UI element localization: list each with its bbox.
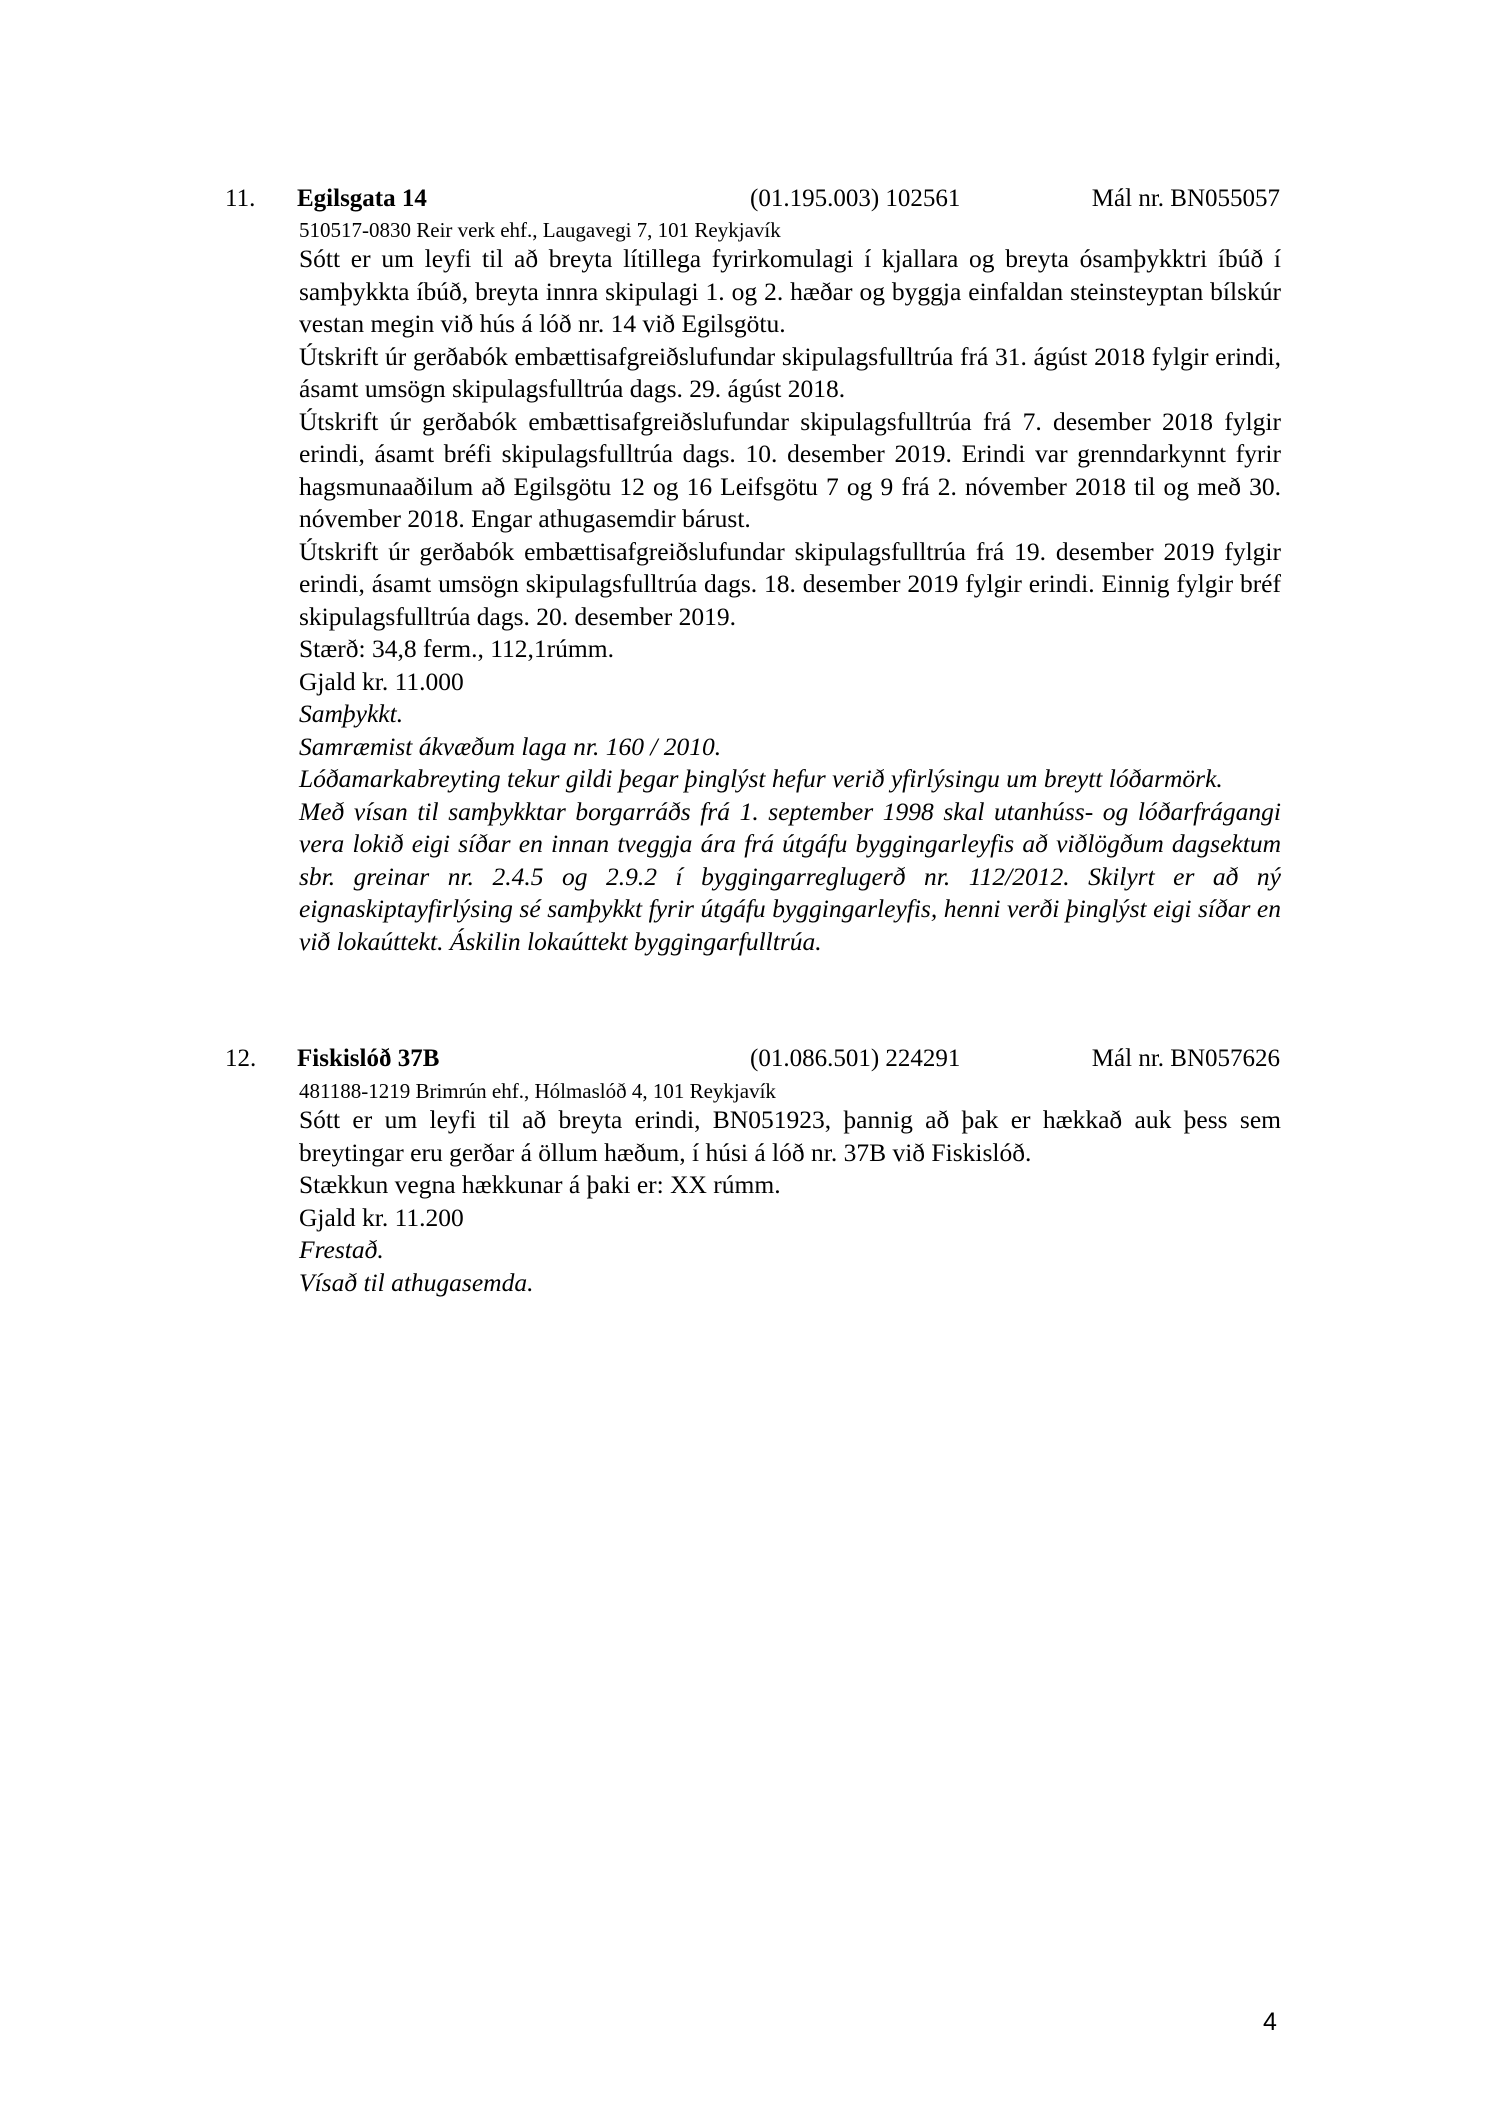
paragraph: Útskrift úr gerðabók embættisafgreiðslufundar skipulagsfulltrúa frá 7. desember 2018 fylgir erindi, ásamt bréfi skipulagsfulltrúa dags. 10. desember 2019. Erindi var grenndarkynnt fyrir hagsmunaaðilum að Egilsgötu 12 og 16 Leifsgötu 7 og 9 frá 2. nóvember 2018 til og með 30. nóvember 2018. Engar athugasemdir bárust. [299,406,1281,533]
item-address: Egilsgata 14 [297,185,427,212]
item-case-number: Mál nr. BN057626 [1091,1045,1280,1072]
item-number: 12. [225,1045,257,1072]
item-applicant: 481188-1219 Brimrún ehf., Hólmaslóð 4, 101 Reykjavík [299,1079,776,1103]
item-lot-id: (01.086.501) 224291 [750,1045,961,1072]
decision-text: Með vísan til samþykktar borgarráðs frá 1. september 1998 skal utanhúss- og lóðarfrágangi vera lokið eigi síðar en innan tveggja ára frá útgáfu byggingarleyfis að viðlögðum dagsektum sbr. greinar nr. 2.4.5 og 2.9.2 í byggingarreglugerð nr. 112/2012. Skilyrt er að ný eignaskiptayfirlýsing sé samþykkt fyrir útgáfu byggingarleyfis, henni verði þinglýst eigi síðar en við lokaúttekt. Áskilin lokaúttekt byggingarfulltrúa. [299,796,1281,956]
page-number: 4 [1263,2008,1277,2036]
paragraph: Gjald kr. 11.200 [299,1202,464,1232]
item-description [299,1104,1281,1299]
decision-text: Samþykkt. [299,699,404,728]
paragraph: Stækkun vegna hækkunar á þaki er: XX rúmm. [299,1170,781,1199]
item-applicant: 510517-0830 Reir verk ehf., Laugavegi 7, 101 Reykjavík [299,218,781,242]
decision-text: Samræmist ákvæðum laga nr. 160 / 2010. [299,731,722,761]
paragraph: Útskrift úr gerðabók embættisafgreiðslufundar skipulagsfulltrúa frá 19. desember 2019 fylgir erindi, ásamt umsögn skipulagsfulltrúa dags. 18. desember 2019 fylgir erindi. Einnig fylgir bréf skipulagsfulltrúa dags. 20. desember 2019. [299,536,1281,631]
item-description [299,243,1281,958]
paragraph: Útskrift úr gerðabók embættisafgreiðslufundar skipulagsfulltrúa frá 31. ágúst 2018 fylgir erindi, ásamt umsögn skipulagsfulltrúa dags. 29. ágúst 2018. [299,341,1281,403]
item-header [0,1042,1500,1076]
item-address: Fiskislóð 37B [297,1045,440,1072]
item-number: 11. [225,185,256,212]
item-case-number: Mál nr. BN055057 [1091,185,1280,212]
decision-text: Lóðamarkabreyting tekur gildi þegar þinglýst hefur verið yfirlýsingu um breytt lóðarmörk. [299,764,1223,793]
decision-text: Vísað til athugasemda. [299,1267,534,1297]
paragraph: Stærð: 34,8 ferm., 112,1rúmm. [299,634,614,663]
decision-text: Frestað. [299,1235,384,1264]
paragraph: Sótt er um leyfi til að breyta lítillega fyrirkomulagi í kjallara og breyta ósamþykktri íbúð í samþykkta íbúð, breyta innra skipulagi 1. og 2. hæðar og byggja einfaldan steinsteyptan bílskúr vestan megin við hús á lóð nr. 14 við Egilsgötu. [299,244,1281,338]
paragraph: Sótt er um leyfi til að breyta erindi, BN051923, þannig að þak er hækkað auk þess sem breytingar eru gerðar á öllum hæðum, í húsi á lóð nr. 37B við Fiskislóð. [299,1105,1281,1167]
paragraph: Gjald kr. 11.000 [299,666,464,696]
item-header [0,182,1500,216]
item-lot-id: (01.195.003) 102561 [750,185,961,212]
